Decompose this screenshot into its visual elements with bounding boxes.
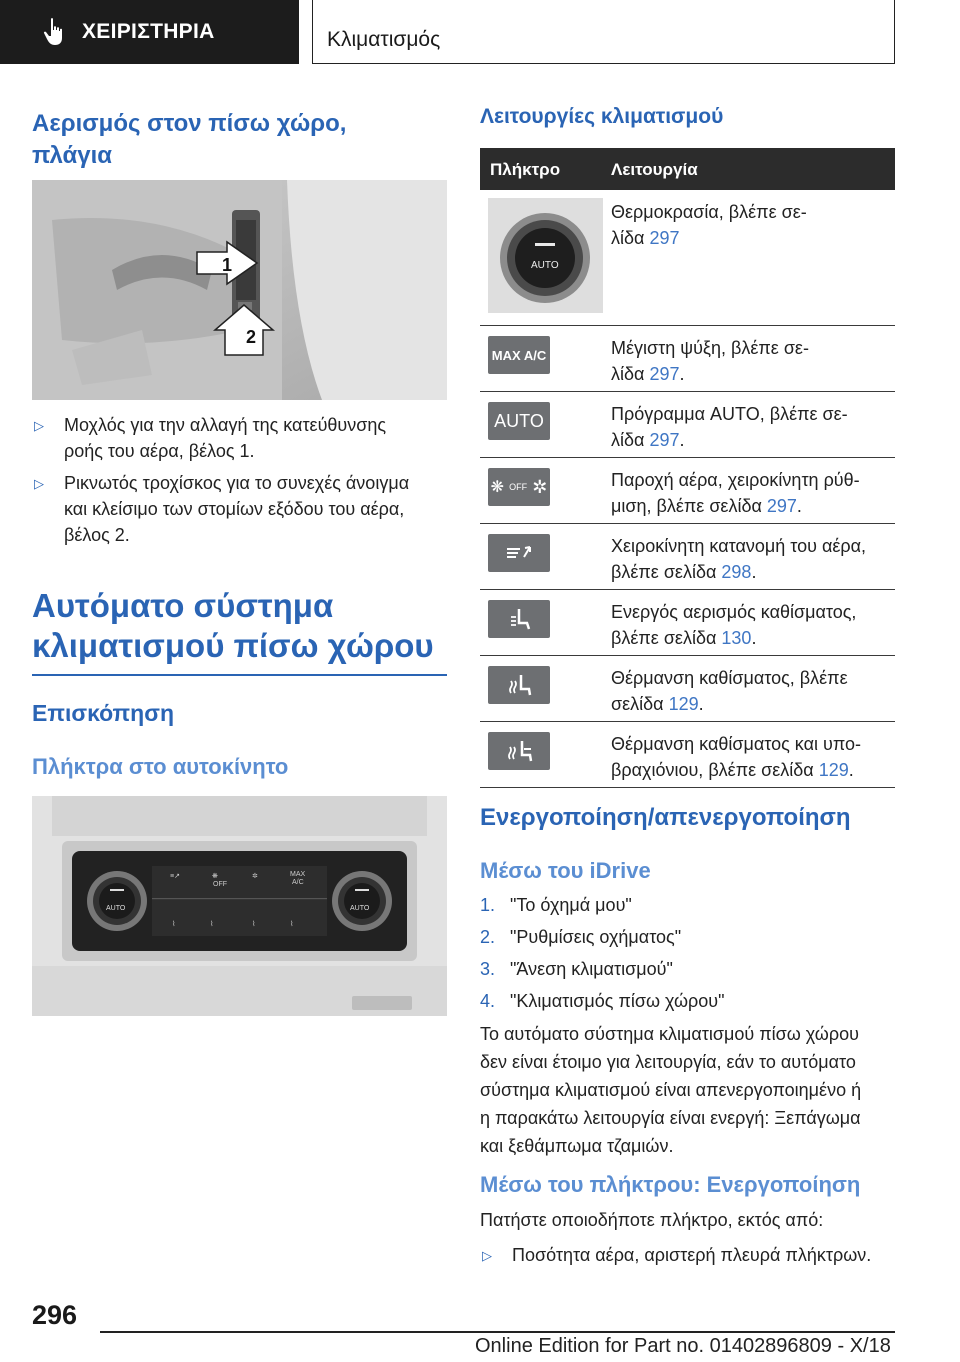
air-distribution-icon <box>488 534 550 572</box>
onoff-heading: Ενεργοποίηση/απενεργοποίηση <box>480 804 851 831</box>
header-section-box <box>312 0 895 64</box>
hand-pointer-icon <box>42 17 68 47</box>
button-paragraph: Πατήστε οποιοδήποτε πλήκτρο, εκτός από: <box>480 1210 824 1230</box>
svg-text:MAX: MAX <box>290 871 306 878</box>
col-header-key: Πλήκτρο <box>490 160 561 179</box>
svg-text:⌇: ⌇ <box>290 921 294 928</box>
page-link[interactable]: 129 <box>818 760 849 780</box>
svg-text:2: 2 <box>246 327 257 347</box>
vent-bullet-1: ▷ Μοχλός για την αλλαγή της κατεύθυνσης ροής του αέρα, βέλος 1. <box>34 415 387 461</box>
list-item: 1. "Το όχημά μου" <box>480 895 632 915</box>
seat-heating-icon <box>488 666 550 704</box>
auto-program-icon: AUTO <box>488 402 550 440</box>
svg-text:⌇: ⌇ <box>210 921 214 928</box>
table-header <box>480 148 895 190</box>
climate-panel-illustration <box>32 796 447 1016</box>
section-title: Κλιματισμός <box>327 28 441 51</box>
header-chapter-tab[interactable] <box>0 0 299 64</box>
svg-text:❋: ❋ <box>212 873 218 880</box>
list-item: 2. "Ρυθμίσεις οχήματος" <box>480 927 682 947</box>
idrive-heading: Μέσω του iDrive <box>480 858 651 883</box>
table-row <box>480 656 895 722</box>
footer-rule <box>100 1331 895 1333</box>
table-row <box>480 722 895 788</box>
table-row <box>480 458 895 524</box>
table-row <box>480 590 895 656</box>
auto-climate-heading: Αυτόματο σύστημα κλιματισμού πίσω χώρου <box>32 587 434 664</box>
svg-text:AUTO: AUTO <box>531 260 559 271</box>
row-description: Ενεργός αερισμός καθίσματος, βλέπε σελίδα 130. <box>611 602 857 648</box>
heading-rule <box>32 674 447 676</box>
rear-side-vent-image <box>32 180 447 400</box>
svg-text:✲: ✲ <box>252 873 258 880</box>
svg-text:A/C: A/C <box>292 879 304 886</box>
list-item: 4. "Κλιματισμός πίσω χώρου" <box>480 991 725 1011</box>
chapter-title: ΧΕΙΡΙΣΤΗΡΙΑ <box>82 20 215 43</box>
triangle-bullet-icon: ▷ <box>482 1248 492 1263</box>
page-link[interactable]: 129 <box>668 694 699 714</box>
row-description: Θέρμανση καθίσματος και υπο- βραχιόνιου, βλέπε σελίδα 129. <box>611 734 861 780</box>
table-row <box>480 392 895 458</box>
row-description: Πρόγραμμα AUTO, βλέπε σε- λίδα 297. <box>611 404 848 450</box>
seat-ventilation-icon <box>488 600 550 638</box>
rear-climate-panel-image <box>32 796 447 1016</box>
page-link[interactable]: 297 <box>649 430 680 450</box>
page-link[interactable]: 130 <box>721 628 752 648</box>
list-item: 3. "Άνεση κλιματισμού" <box>480 959 673 979</box>
svg-text:≡↗: ≡↗ <box>170 873 180 880</box>
row-description: Παροχή αέρα, χειροκίνητη ρύθ- μιση, βλέπε σελίδα 297. <box>611 470 860 516</box>
functions-table <box>480 148 895 788</box>
button-activation-heading: Μέσω του πλήκτρου: Ενεργοποίηση <box>480 1172 861 1197</box>
max-ac-icon: MAX A/C <box>488 336 550 374</box>
buttons-heading: Πλήκτρα στο αυτοκίνητο <box>32 754 289 779</box>
button-bullet: ▷ Ποσότητα αέρα, αριστερή πλευρά πλήκτρων. <box>480 1242 900 1268</box>
table-row <box>480 190 895 326</box>
svg-text:⌇: ⌇ <box>172 921 176 928</box>
footer-edition: Online Edition for Part no. 01402896809 - X/18 <box>475 1335 891 1357</box>
page-link[interactable]: 297 <box>766 496 797 516</box>
svg-text:⌇: ⌇ <box>252 921 256 928</box>
vent-illustration <box>32 180 447 400</box>
row-description: Μέγιστη ψύξη, βλέπε σε- λίδα 297. <box>611 338 809 384</box>
overview-heading: Επισκόπηση <box>32 700 174 726</box>
vent-bullet-2: ▷ Ρικνωτός τροχίσκος για το συνεχές άνοιγμα και κλείσιμο των στομίων εξόδου του αέρα, βέλος 2. <box>34 473 410 545</box>
air-flow-icon: ❋ OFF ✲ <box>488 468 550 506</box>
row-description: Θέρμανση καθίσματος, βλέπε σελίδα 129. <box>611 668 848 714</box>
page-link[interactable]: 297 <box>649 364 680 384</box>
svg-text:1: 1 <box>222 255 233 275</box>
functions-heading: Λειτουργίες κλιματισμού <box>480 105 724 128</box>
page-number: 296 <box>32 1300 78 1330</box>
auto-knob-icon <box>488 198 603 313</box>
table-row <box>480 326 895 392</box>
svg-text:AUTO: AUTO <box>350 905 370 912</box>
page-link[interactable]: 298 <box>721 562 752 582</box>
triangle-bullet-icon: ▷ <box>34 418 44 433</box>
svg-text:OFF: OFF <box>213 881 227 888</box>
seat-armrest-heating-icon <box>488 732 550 770</box>
triangle-bullet-icon: ▷ <box>34 476 44 491</box>
page-link[interactable]: 297 <box>649 228 680 248</box>
row-description: Χειροκίνητη κατανομή του αέρα, βλέπε σελίδα 298. <box>611 536 867 582</box>
table-row <box>480 524 895 590</box>
idrive-paragraph: Το αυτόματο σύστημα κλιματισμού πίσω χώρου δεν είναι έτοιμο για λειτουργία, εάν το αυτόματο σύστημα κλιματισμού είναι απενεργοποιημένο ή η παρακάτω λειτουργία είναι ενεργή: Ξεπάγωμα και ξεθάμπωμα τζαμιών. <box>480 1024 862 1156</box>
col-header-function: Λειτουργία <box>611 160 698 179</box>
svg-text:AUTO: AUTO <box>106 905 126 912</box>
vent-heading: Αερισμός στον πίσω χώρο, πλάγια <box>32 110 347 169</box>
row-description: Θερμοκρασία, βλέπε σε- λίδα 297 <box>611 202 807 248</box>
